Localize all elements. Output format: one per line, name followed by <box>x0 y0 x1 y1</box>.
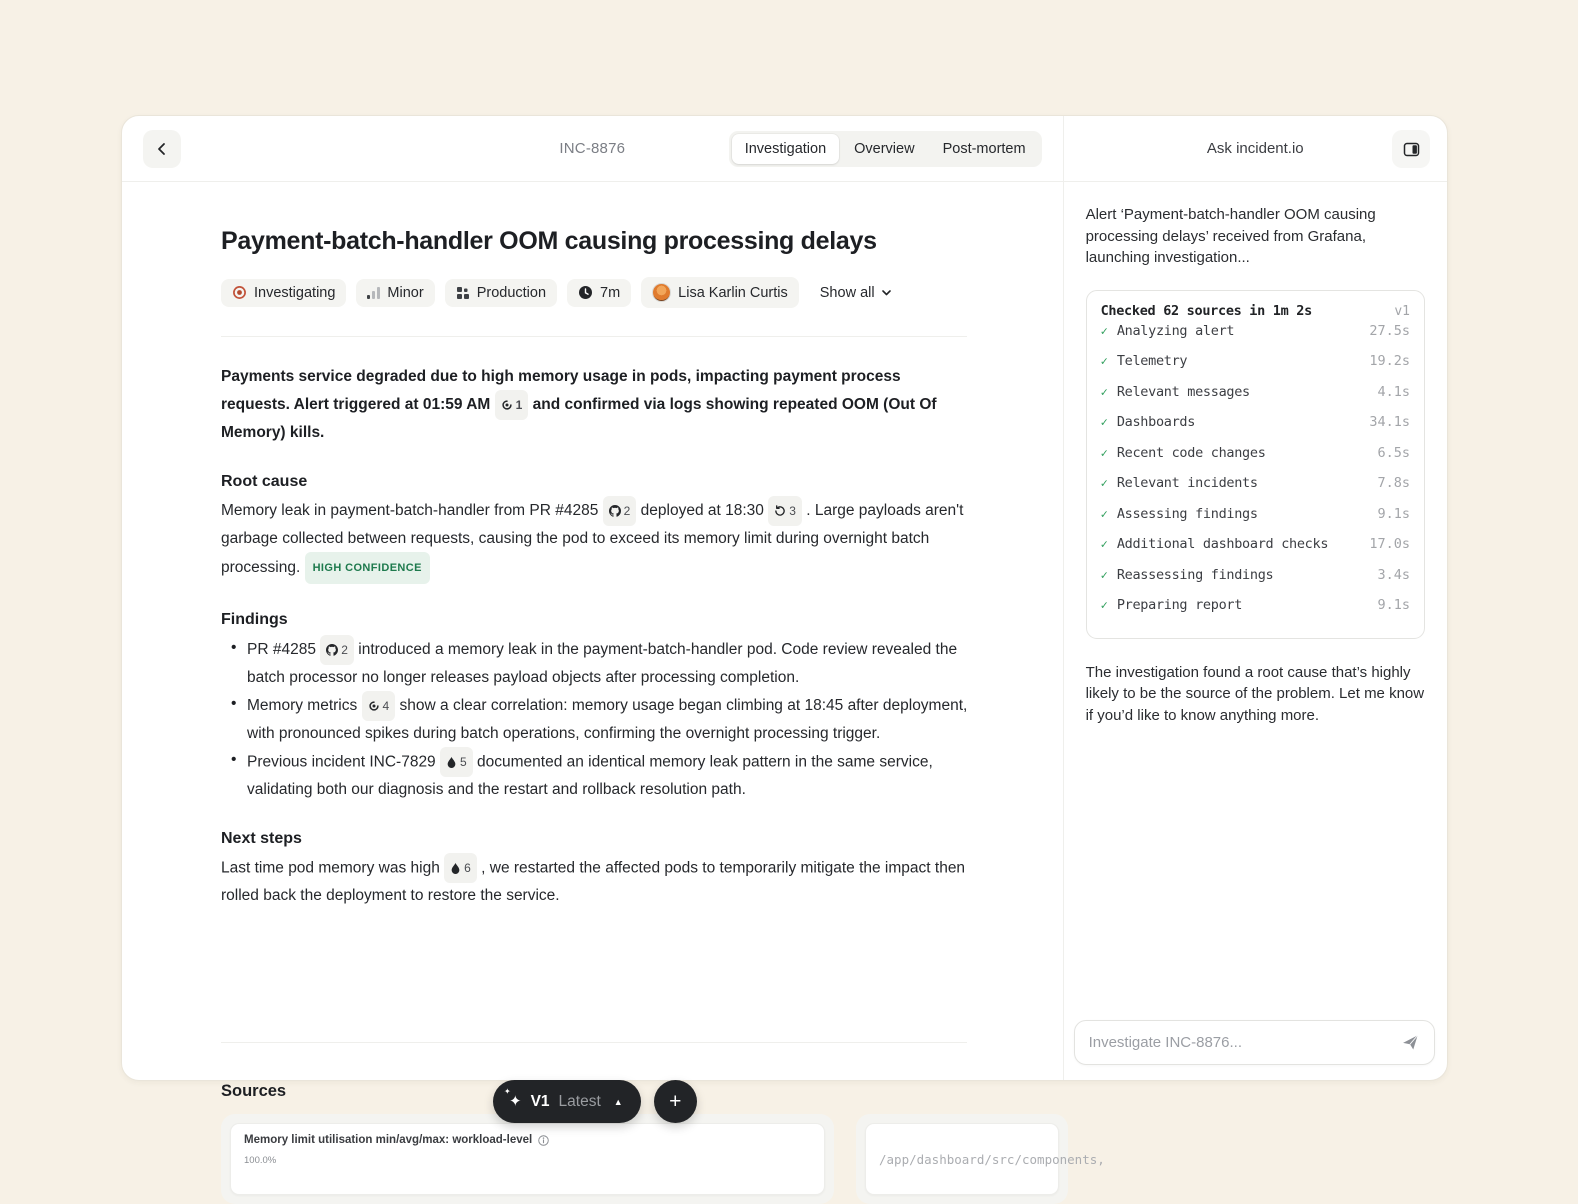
finding-item: • Previous incident INC-7829 5 documented an identical memory leak pattern in the same service, validating both our diagnosis and the restart and rollback resolution path. <box>221 747 969 803</box>
citation-5[interactable]: 5 <box>440 747 473 777</box>
show-all-label: Show all <box>819 284 875 301</box>
main-header <box>122 116 1063 182</box>
checklist-item: ✓ Dashboards 34.1s <box>1100 414 1410 430</box>
source-chart-title: Memory limit utilisation min/avg/max: workload-level <box>244 1134 533 1146</box>
check-icon: ✓ <box>1100 598 1108 612</box>
incident-id: INC-8876 <box>559 140 626 157</box>
page-title: Payment-batch-handler OOM causing processing delays <box>221 227 877 255</box>
summary-text: Payments service degraded due to high memory usage in pods, impacting payment process requests. Alert triggered at 01:59 AM <box>221 368 901 413</box>
root-cause-heading: Root cause <box>221 473 308 490</box>
sources-heading: Sources <box>221 1082 287 1100</box>
clock-icon <box>578 285 593 300</box>
checklist-item: ✓ Additional dashboard checks 17.0s <box>1100 536 1410 552</box>
severity-bars-icon <box>367 286 380 299</box>
checklist-item: ✓ Analyzing alert 27.5s <box>1100 322 1410 339</box>
severity-badge[interactable] <box>356 279 434 307</box>
chevron-down-icon <box>882 290 891 296</box>
severity-label: Minor <box>387 284 424 301</box>
source-card-code[interactable] <box>856 1114 1105 1204</box>
back-button[interactable] <box>143 130 181 168</box>
environment-label: Production <box>476 284 547 301</box>
status-label: Investigating <box>254 284 336 301</box>
investigate-input[interactable] <box>1089 1034 1401 1051</box>
confidence-badge: HIGH CONFIDENCE <box>305 552 430 584</box>
check-icon: ✓ <box>1100 567 1108 582</box>
next-steps-paragraph: Last time pod memory was high 6 , we restarted the affected pods to temporarily mitigate the impact then rolled back the deployment to restore the service. <box>221 853 969 909</box>
sources-cards <box>221 1114 1105 1204</box>
owner-badge[interactable] <box>641 277 799 308</box>
panel-toggle-button[interactable] <box>1392 130 1430 168</box>
checklist-item: ✓ Relevant incidents 7.8s <box>1100 475 1410 491</box>
badge-row <box>221 277 967 308</box>
flame-icon <box>446 756 457 769</box>
tab-post-mortem[interactable]: Post-mortem <box>942 140 1026 157</box>
checklist-item: ✓ Relevant messages 4.1s <box>1100 383 1410 400</box>
version-pill[interactable] <box>493 1080 641 1123</box>
finding-item: • Memory metrics 4 show a clear correlation: memory usage began climbing at 18:45 after deployment, with pronounced spikes during batch operations, confirming the overnight processing trigger. <box>221 691 969 747</box>
root-cause-paragraph: Memory leak in payment-batch-handler from PR #4285 2 deployed at 18:30 3 . Large payloads aren't garbage collected between requests, causing the pod to exceed its memory limit during overnight batch processing. HIGH CONFIDENCE <box>221 496 969 584</box>
status-investigating-icon <box>232 285 247 300</box>
send-button[interactable] <box>1401 1033 1420 1052</box>
avatar <box>652 283 671 302</box>
citation-2b[interactable]: 2 <box>320 635 354 665</box>
assistant-body <box>1064 182 1447 726</box>
check-icon: ✓ <box>1100 506 1108 521</box>
checklist-title: Checked 62 sources in 1m 2s <box>1100 302 1312 319</box>
check-icon: ✓ <box>1100 415 1108 429</box>
assistant-header <box>1064 116 1447 182</box>
checklist-version: v1 <box>1394 303 1410 319</box>
version-number: V1 <box>530 1092 550 1110</box>
check-icon: ✓ <box>1100 323 1108 338</box>
checklist-item: ✓ Telemetry 19.2s <box>1100 353 1410 369</box>
github-icon <box>326 644 338 656</box>
grafana-icon <box>501 399 513 411</box>
assistant-title: Ask incident.io <box>1206 140 1304 157</box>
version-label: Latest <box>558 1092 601 1110</box>
incident-window <box>121 115 1448 1167</box>
check-icon: ✓ <box>1100 384 1108 399</box>
chevron-left-icon <box>155 142 169 156</box>
add-version-button[interactable]: + <box>654 1080 697 1123</box>
result-message: The investigation found a root cause that’s highly likely to be the source of the problem. Let me know if you’d like to know anything more. <box>1085 663 1425 724</box>
sources-checklist <box>1086 290 1425 639</box>
assistant-panel <box>1063 116 1447 1080</box>
version-controls <box>493 1080 697 1123</box>
checklist-item: ✓ Assessing findings 9.1s <box>1100 505 1410 522</box>
citation-6[interactable]: 6 <box>444 853 477 883</box>
duration-badge[interactable] <box>567 279 631 307</box>
flame-icon <box>450 862 461 875</box>
environment-badge[interactable] <box>445 279 557 307</box>
grafana-icon <box>368 700 380 712</box>
citation-2[interactable]: 2 <box>603 496 637 526</box>
citation-3[interactable]: 3 <box>768 496 802 526</box>
sparkle-icon: ✦ ✦ <box>509 1094 522 1109</box>
check-icon: ✓ <box>1100 537 1108 551</box>
source-code-path: /app/dashboard/src/components, <box>879 1151 1105 1167</box>
finding-item: • PR #4285 2 introduced a memory leak in the payment-batch-handler pod. Code review revealed the batch processor no longer releases payload objects after processing completion. <box>221 635 969 691</box>
check-icon: ✓ <box>1100 445 1108 460</box>
divider <box>221 1042 967 1043</box>
tab-investigation[interactable]: Investigation <box>732 134 839 164</box>
checklist-item: ✓ Reassessing findings 3.4s <box>1100 566 1410 583</box>
findings-heading: Findings <box>221 611 288 628</box>
citation-1[interactable]: 1 <box>495 390 529 420</box>
check-icon: ✓ <box>1100 354 1108 368</box>
github-icon <box>609 505 621 517</box>
history-icon <box>774 505 786 517</box>
info-icon <box>538 1135 549 1146</box>
summary-paragraph <box>221 364 967 446</box>
next-steps-heading: Next steps <box>221 830 302 847</box>
grid-icon <box>456 286 470 300</box>
source-chart-value: 100.0% <box>244 1155 277 1166</box>
status-badge[interactable] <box>221 279 346 307</box>
main-content <box>122 182 1105 1167</box>
tab-group <box>729 131 1042 167</box>
divider <box>221 336 967 337</box>
send-icon <box>1401 1033 1420 1052</box>
main-column <box>122 116 1105 1167</box>
show-all-button[interactable] <box>809 279 902 307</box>
ask-input-container <box>1074 1020 1435 1065</box>
owner-label: Lisa Karlin Curtis <box>678 284 788 301</box>
alert-message: Alert ‘Payment-batch-handler OOM causing processing delays’ received from Grafana, launching investigation... <box>1085 206 1376 266</box>
findings-list <box>221 635 969 803</box>
duration-label: 7m <box>600 284 621 301</box>
source-card-chart[interactable] <box>221 1114 834 1204</box>
tab-overview[interactable]: Overview <box>854 140 915 157</box>
check-icon: ✓ <box>1100 476 1108 490</box>
chevron-up-icon: ▲ <box>613 1096 623 1107</box>
sidebar-toggle-icon <box>1403 141 1420 158</box>
checklist-item: ✓ Recent code changes 6.5s <box>1100 444 1410 461</box>
summary-text: and confirmed via logs showing repeated OOM (Out Of Memory) kills. <box>221 396 937 441</box>
checklist-item: ✓ Preparing report 9.1s <box>1100 597 1410 613</box>
citation-4[interactable]: 4 <box>362 691 396 721</box>
